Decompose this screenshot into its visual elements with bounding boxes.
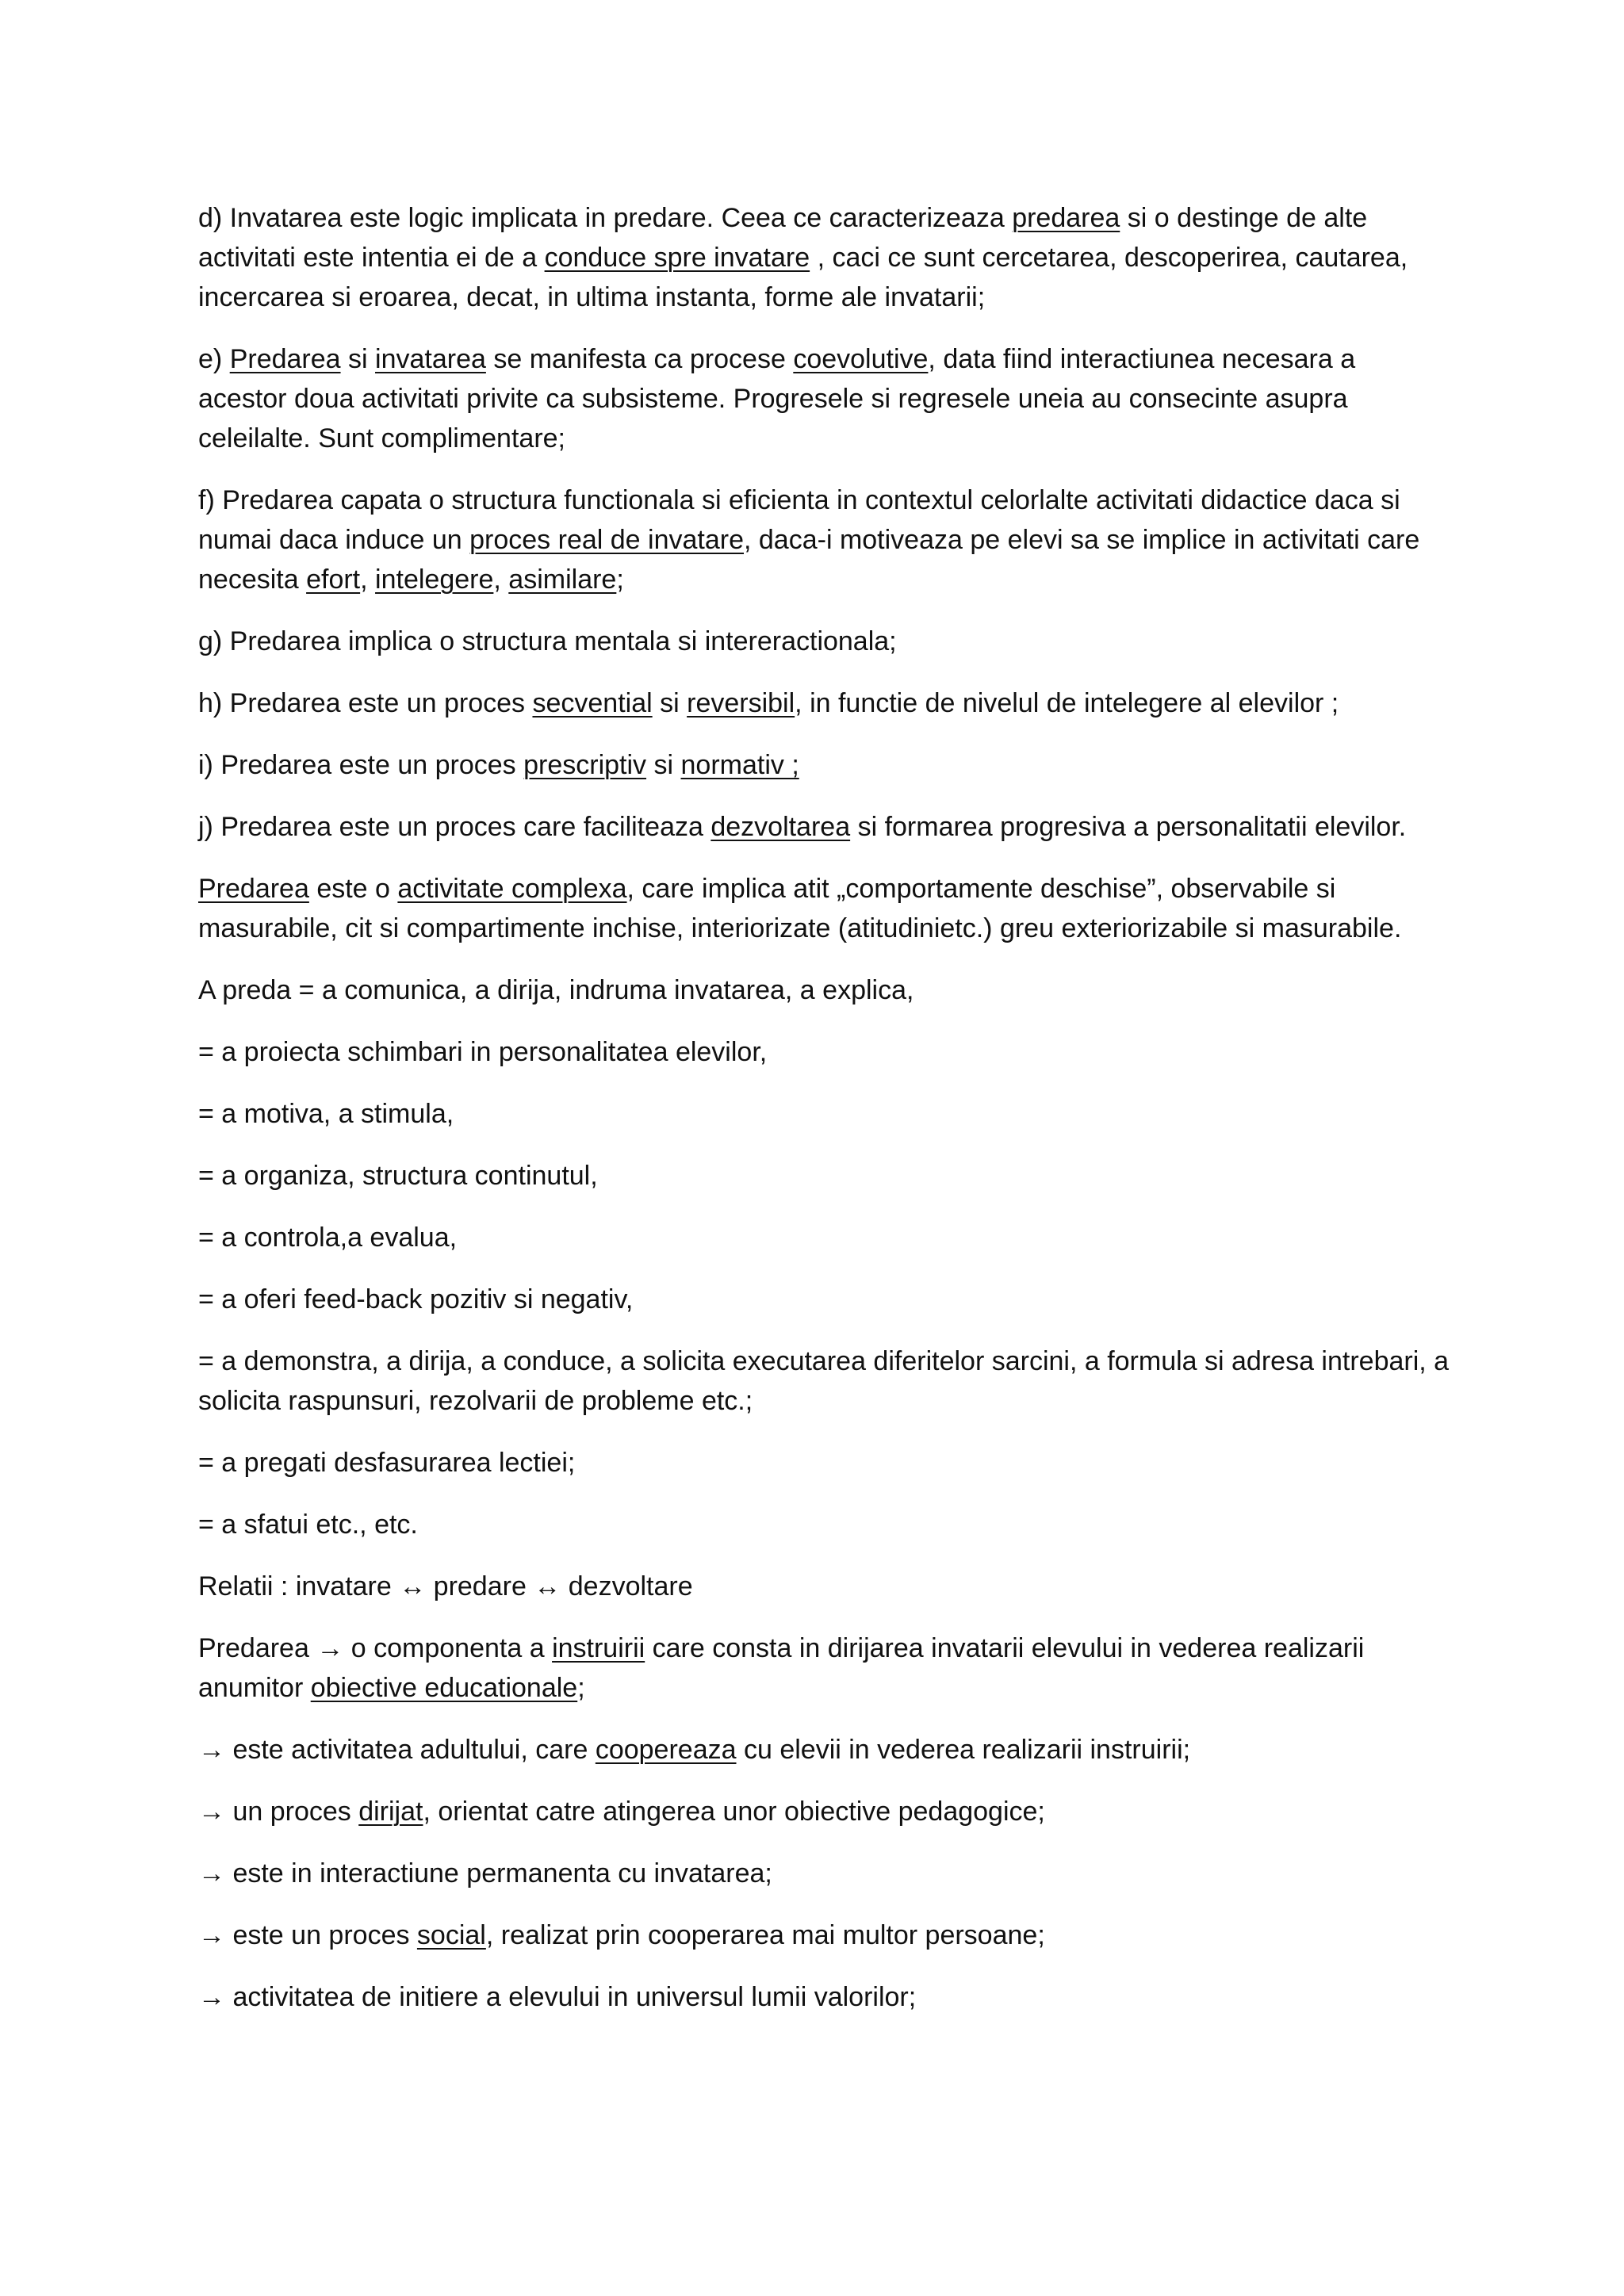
paragraph	[198, 339, 1451, 458]
paragraph	[198, 1505, 1451, 1544]
underlined-term: Predarea	[229, 344, 341, 374]
underlined-term: social	[416, 1920, 486, 1950]
text-run: si	[652, 688, 688, 718]
text-run: → este in interactiune permanenta cu invatarea;	[198, 1858, 772, 1888]
text-run: h) Predarea este un proces	[198, 688, 533, 718]
text-run: → activitatea de initiere a elevului in universul lumii valorilor;	[198, 1982, 917, 2012]
text-run: , realizat prin cooperarea mai multor persoane;	[485, 1920, 1045, 1950]
text-run: = a pregati desfasurarea lectiei;	[198, 1448, 576, 1478]
text-run: , caci ce sunt cercetarea, descoperirea, cautarea, incercarea si eroarea, decat, in ultima instanta, forme ale invatarii;	[198, 243, 1408, 312]
text-run: se manifesta ca procese	[485, 344, 794, 374]
text-run: i) Predarea este un proces	[198, 750, 524, 780]
text-run: si formarea progresiva a personalitatii elevilor.	[850, 812, 1407, 842]
text-run: = a oferi feed-back pozitiv si negativ,	[198, 1284, 634, 1314]
underlined-term: asimilare	[508, 564, 617, 595]
paragraph	[198, 869, 1451, 948]
underlined-term: intelegere	[375, 564, 494, 595]
paragraph	[198, 683, 1451, 723]
text-run: Predarea → o componenta a	[198, 1633, 553, 1663]
paragraph	[198, 1628, 1451, 1708]
text-run: , data fiind interactiunea necesara a acestor doua activitati privite ca subsisteme. Progresele si regresele uneia au consecinte asupra celeilalte. Sunt complimentare;	[198, 344, 1356, 453]
text-run: = a demonstra, a dirija, a conduce, a solicita executarea diferitelor sarcini, a formula si adresa intrebari, a solicita raspunsuri, rezolvarii de probleme etc.;	[198, 1346, 1450, 1416]
underlined-term: efort	[306, 564, 361, 595]
text-run: , care implica atit „comportamente deschise”, observabile si masurabile, cit si compartimente inchise, interiorizate (atitudinietc.) greu exteriorizabile si masurabile.	[198, 874, 1402, 943]
underlined-term: proces real de invatare	[469, 525, 744, 555]
underlined-term: Predarea	[198, 874, 309, 904]
text-run: d) Invatarea este logic implicata in predare. Ceea ce caracterizeaza	[198, 203, 1013, 233]
text-run: , in functie de nivelul de intelegere al elevilor ;	[795, 688, 1339, 718]
underlined-term: prescriptiv	[523, 750, 647, 780]
text-run: ,	[360, 564, 376, 595]
text-run: si	[646, 750, 681, 780]
paragraph	[198, 807, 1451, 847]
text-run: care consta in dirijarea invatarii elevului in vederea realizarii anumitor	[198, 1633, 1365, 1703]
paragraph	[198, 745, 1451, 785]
text-run: , daca-i motiveaza pe elevi sa se implice in activitati care necesita	[198, 525, 1420, 595]
text-run: A preda = a comunica, a dirija, indruma invatarea, a explica,	[198, 975, 914, 1005]
paragraph	[198, 1156, 1451, 1196]
paragraph	[198, 1443, 1451, 1483]
underlined-term: conduce spre invatare	[544, 243, 810, 273]
underlined-term: dezvoltarea	[710, 812, 851, 842]
text-run: cu elevii in vederea realizarii instruirii;	[736, 1735, 1191, 1765]
paragraph	[198, 198, 1451, 317]
underlined-term: instruirii	[552, 1633, 645, 1663]
text-run: → este un proces	[198, 1920, 417, 1950]
paragraph	[198, 1792, 1451, 1831]
text-run: si o destinge de alte activitati este intentia ei de a	[198, 203, 1368, 273]
paragraph	[198, 1915, 1451, 1955]
paragraph	[198, 1218, 1451, 1257]
paragraph	[198, 480, 1451, 599]
text-run: = a proiecta schimbari in personalitatea elevilor,	[198, 1037, 768, 1067]
text-run: si	[340, 344, 376, 374]
text-run: Relatii : invatare ↔ predare ↔ dezvoltare	[198, 1571, 693, 1601]
text-run: → un proces	[198, 1797, 359, 1827]
text-run: este o	[308, 874, 398, 904]
underlined-term: normativ ;	[680, 750, 799, 780]
paragraph	[198, 1094, 1451, 1134]
paragraph	[198, 1341, 1451, 1421]
paragraph	[198, 970, 1451, 1010]
paragraph	[198, 1280, 1451, 1319]
text-run: = a organiza, structura continutul,	[198, 1161, 598, 1191]
paragraph	[198, 1032, 1451, 1072]
text-run: e)	[198, 344, 230, 374]
text-run: = a controla,a evalua,	[198, 1223, 458, 1253]
text-run: ,	[493, 564, 509, 595]
underlined-term: secvential	[532, 688, 653, 718]
paragraph	[198, 1730, 1451, 1770]
underlined-term: predarea	[1012, 203, 1120, 233]
text-run: ;	[616, 564, 624, 595]
paragraph	[198, 1854, 1451, 1893]
text-run: = a motiva, a stimula,	[198, 1099, 454, 1129]
paragraph	[198, 1567, 1451, 1606]
underlined-term: reversibil	[687, 688, 795, 718]
paragraph	[198, 622, 1451, 661]
underlined-term: obiective educationale	[310, 1673, 578, 1703]
text-run: = a sfatui etc., etc.	[198, 1510, 418, 1540]
text-run: g) Predarea implica o structura mentala si intereractionala;	[198, 626, 897, 656]
text-run: j) Predarea este un proces care faciliteaza	[198, 812, 711, 842]
underlined-term: invatarea	[375, 344, 486, 374]
document-page	[198, 198, 1451, 2039]
underlined-term: activitate complexa	[397, 874, 627, 904]
text-run: , orientat catre atingerea unor obiective pedagogice;	[423, 1797, 1045, 1827]
underlined-term: dirijat	[358, 1797, 423, 1827]
text-run: f) Predarea capata o structura functionala si eficienta in contextul celorlalte activitati didactice daca si numai daca induce un	[198, 485, 1400, 555]
text-run: ;	[577, 1673, 585, 1703]
underlined-term: coevolutive	[793, 344, 929, 374]
paragraph	[198, 1977, 1451, 2017]
text-run: → este activitatea adultului, care	[198, 1735, 596, 1765]
underlined-term: coopereaza	[595, 1735, 737, 1765]
